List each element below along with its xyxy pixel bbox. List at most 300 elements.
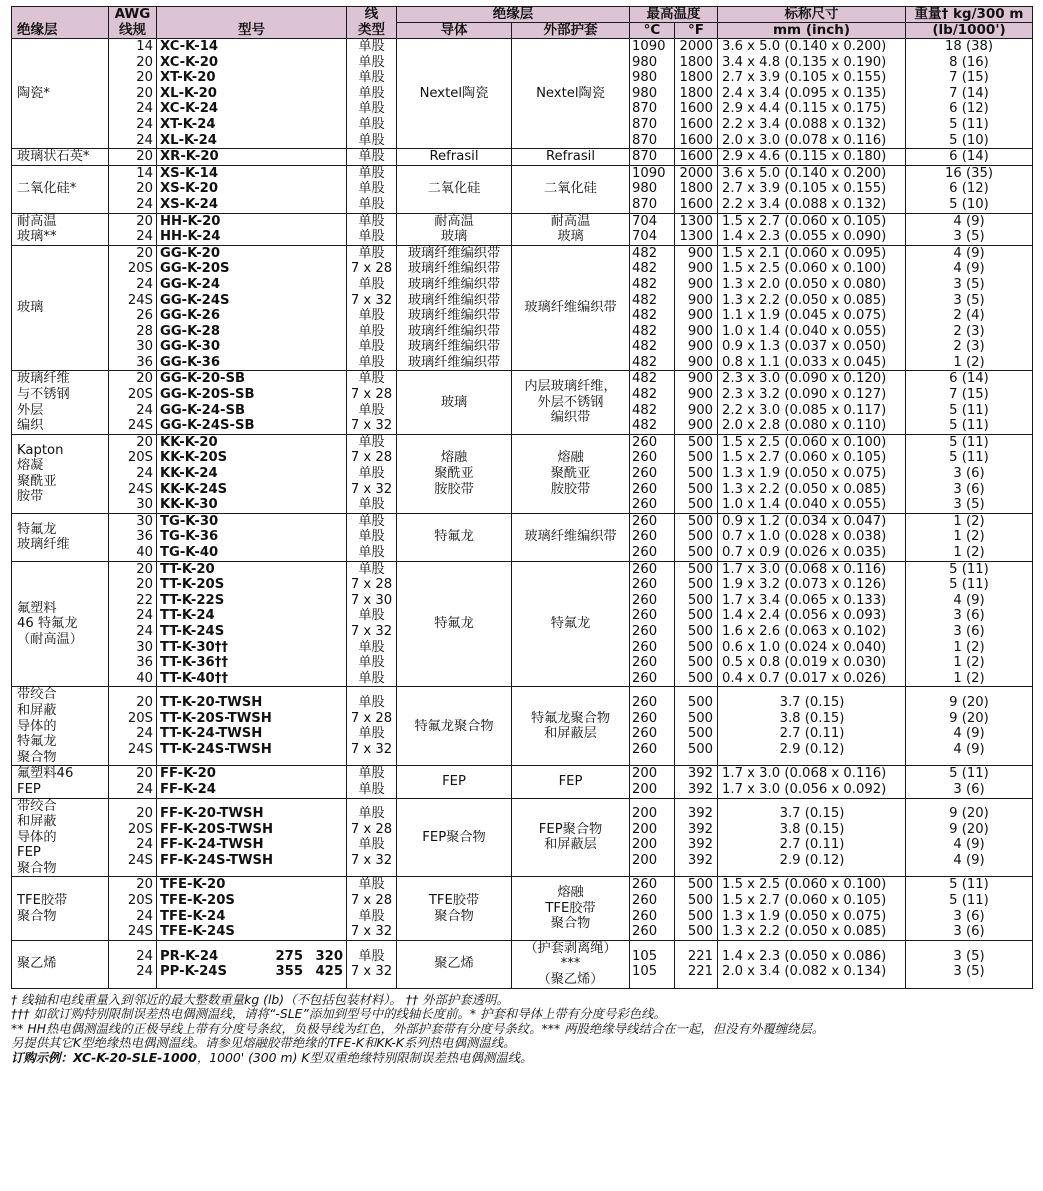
max-temp-f-cell-value: 500 — [687, 924, 713, 940]
conductor-cell: 熔融 聚酰亚 胺胶带 — [397, 434, 512, 513]
max-temp-f-cell — [675, 245, 718, 371]
model-number: GG-K-24S — [160, 292, 230, 308]
model-line — [160, 387, 343, 403]
weight-cell-value: 7 (15) — [949, 387, 989, 403]
weight-cell-value: 9 (20) — [949, 821, 989, 837]
max-temp-f-cell-value: 500 — [687, 592, 713, 608]
dimensions-cell-value: 0.8 x 1.1 (0.033 x 0.045) — [722, 354, 887, 370]
weight-cell-value: 5 (11) — [949, 418, 989, 434]
wire-type-cell-value: 单股 — [358, 908, 385, 924]
max-temp-c-cell-value: 1090 — [632, 39, 666, 54]
weight-cell-value: 3 (6) — [953, 924, 985, 940]
awg-cell-value: 40 — [136, 670, 153, 686]
model-line — [160, 261, 343, 277]
table-row — [12, 766, 1033, 798]
max-temp-f-cell-value: 900 — [687, 402, 713, 418]
max-temp-f-cell-value: 900 — [687, 354, 713, 370]
max-temp-f-cell-value: 900 — [687, 371, 713, 387]
model-line — [160, 608, 343, 624]
max-temp-f-cell-value: 500 — [687, 529, 713, 545]
col-celsius-header: °C — [630, 23, 675, 39]
max-temp-f-cell-value: 1300 — [679, 229, 713, 245]
max-temp-c-cell-value: 105 — [632, 948, 658, 964]
model-cell — [157, 149, 347, 166]
model-number: TG-K-40 — [160, 545, 219, 560]
model-line — [160, 466, 343, 482]
table-row — [12, 877, 1033, 940]
model-line — [160, 117, 343, 133]
weight-cell-value: 4 (9) — [953, 726, 985, 742]
max-temp-c-cell-value: 482 — [632, 323, 658, 339]
model-line — [160, 893, 343, 909]
max-temp-f-cell-value: 1800 — [679, 70, 713, 86]
awg-cell-value: 20 — [136, 806, 153, 822]
conductor-cell: 特氟龙 — [397, 513, 512, 561]
max-temp-f-cell — [675, 877, 718, 940]
weight-cell — [906, 165, 1033, 213]
wire-type-cell — [347, 798, 397, 877]
max-temp-c-cell-value: 260 — [632, 561, 658, 577]
model-line — [160, 497, 343, 513]
model-number: XS-K-24 — [160, 196, 219, 212]
dimensions-cell-value: 2.9 (0.12) — [779, 853, 845, 869]
wire-type-cell-value: 7 x 28 — [350, 577, 393, 593]
max-temp-c-cell-value: 260 — [632, 497, 658, 513]
awg-cell-value: 20 — [136, 245, 153, 261]
dimensions-cell-value: 1.7 x 3.0 (0.068 x 0.116) — [722, 561, 887, 577]
awg-cell-value: 24S — [127, 924, 153, 940]
jacket-cell: 特氟龙聚合物 和屏蔽层 — [512, 687, 630, 766]
model-line — [160, 324, 343, 340]
awg-cell-value: 30 — [136, 497, 153, 513]
jacket-cell: 内层玻璃纤维， 外层不锈钢 编织带 — [512, 371, 630, 434]
model-number: TT-K-36†† — [160, 655, 228, 671]
insulation-cell: 耐高温 玻璃** — [12, 213, 109, 245]
dimensions-cell-value: 2.3 x 3.2 (0.090 x 0.127) — [722, 387, 887, 403]
wire-type-cell-value: 单股 — [358, 513, 385, 529]
model-line — [160, 562, 343, 578]
weight-cell-value: 5 (11) — [949, 561, 989, 577]
weight-cell-value: 3 (5) — [953, 497, 985, 513]
col-model-header: 型号 — [157, 7, 347, 39]
dimensions-cell-value: 3.7 (0.15) — [779, 695, 845, 711]
wire-type-cell-value: 7 x 28 — [350, 710, 393, 726]
conductor-cell: 玻璃 — [397, 371, 512, 434]
model-number: KK-K-30 — [160, 497, 218, 513]
weight-cell-value: 5 (11) — [949, 450, 989, 466]
max-temp-f-cell-value: 500 — [687, 481, 713, 497]
model-number: TT-K-24S-TWSH — [160, 741, 272, 757]
model-line — [160, 924, 343, 940]
awg-cell — [109, 766, 157, 798]
wire-type-cell-value: 单股 — [358, 85, 385, 101]
max-temp-c-cell — [630, 165, 675, 213]
jacket-cell: Refrasil — [512, 149, 630, 166]
weight-cell-value: 5 (11) — [949, 893, 989, 909]
dimensions-cell-value: 1.3 x 1.9 (0.050 x 0.075) — [722, 466, 887, 482]
table-body — [12, 39, 1033, 989]
table-row — [12, 245, 1033, 371]
insulation-cell: 带绞合 和屏蔽 导体的 特氟龙 聚合物 — [12, 687, 109, 766]
awg-cell-value: 14 — [136, 165, 153, 181]
max-temp-f-cell-value: 500 — [687, 434, 713, 450]
wire-type-cell-value: 7 x 28 — [350, 893, 393, 909]
awg-cell — [109, 798, 157, 877]
weight-cell-value: 1 (2) — [953, 655, 985, 671]
awg-cell-value: 24 — [136, 101, 153, 117]
max-temp-c-cell-value: 260 — [632, 529, 658, 545]
awg-cell — [109, 245, 157, 371]
awg-cell-value: 20 — [136, 561, 153, 577]
wire-type-cell-value: 单股 — [358, 766, 385, 782]
awg-cell-value: 20S — [127, 821, 153, 837]
weight-cell-value: 2 (3) — [953, 323, 985, 339]
weight-cell — [906, 561, 1033, 687]
weight-cell-value: 5 (11) — [949, 577, 989, 593]
max-temp-f-cell-value: 500 — [687, 877, 713, 893]
max-temp-f-cell-value: 1600 — [679, 196, 713, 212]
dimensions-cell-value: 1.3 x 1.9 (0.050 x 0.075) — [722, 908, 887, 924]
dimensions-cell-value: 1.6 x 2.6 (0.063 x 0.102) — [722, 623, 887, 639]
wire-type-cell-value: 7 x 28 — [350, 261, 393, 277]
weight-cell-value: 3 (5) — [953, 948, 985, 964]
model-line — [160, 655, 343, 671]
awg-cell-value: 36 — [136, 529, 153, 545]
max-temp-c-cell-value: 260 — [632, 655, 658, 671]
model-line — [160, 418, 343, 434]
max-temp-c-cell-value: 260 — [632, 695, 658, 711]
conductor-cell: TFE胶带 聚合物 — [397, 877, 512, 940]
dimensions-cell-value: 1.0 x 1.4 (0.040 x 0.055) — [722, 323, 887, 339]
wire-type-cell — [347, 213, 397, 245]
awg-cell-value: 14 — [136, 39, 153, 54]
col-weight-header-bottom: (lb/1000') — [906, 23, 1033, 39]
model-number: FF-K-24 — [160, 781, 216, 797]
max-temp-f-cell-value: 900 — [687, 292, 713, 308]
model-line — [160, 403, 343, 419]
model-line — [160, 671, 343, 687]
model-line — [160, 101, 343, 117]
weight-cell-value: 1 (2) — [953, 545, 985, 560]
awg-cell — [109, 149, 157, 166]
wire-type-cell — [347, 513, 397, 561]
col-dims-header: 标称尺寸 — [718, 7, 906, 23]
awg-cell-value: 24S — [127, 741, 153, 757]
footnotes — [11, 993, 1032, 1066]
weight-cell-value: 6 (14) — [949, 371, 989, 387]
model-number: XR-K-20 — [160, 149, 219, 165]
max-temp-c-cell-value: 482 — [632, 339, 658, 355]
jacket-cell: Nextel陶瓷 — [512, 39, 630, 149]
max-temp-c-cell — [630, 766, 675, 798]
wire-type-cell-value: 单股 — [358, 434, 385, 450]
weight-cell-value: 5 (11) — [949, 877, 989, 893]
col-maxtemp-header: 最高温度 — [630, 7, 718, 23]
order-example-text: ，1000' (300 m) K型双重绝缘特别限制误差热电偶测温线。 — [196, 1050, 533, 1065]
dimensions-cell-value: 0.7 x 0.9 (0.026 x 0.035) — [722, 545, 887, 560]
jacket-cell: 玻璃纤维编织带 — [512, 513, 630, 561]
awg-cell-value: 24 — [136, 276, 153, 292]
col-type-header-bottom: 类型 — [347, 23, 397, 39]
wire-type-cell-value: 单股 — [358, 497, 385, 513]
max-temp-c-cell-value: 704 — [632, 213, 658, 229]
max-temp-c-cell — [630, 561, 675, 687]
max-temp-c-cell-value: 260 — [632, 670, 658, 686]
weight-cell-value: 6 (12) — [949, 181, 989, 197]
max-temp-f-cell-value: 1600 — [679, 101, 713, 117]
max-temp-c-cell-value: 482 — [632, 292, 658, 308]
wire-type-cell-value: 单股 — [358, 402, 385, 418]
max-temp-c-cell — [630, 245, 675, 371]
wire-type-cell-value: 单股 — [358, 695, 385, 711]
jacket-cell: 耐高温 玻璃 — [512, 213, 630, 245]
dimensions-cell-value: 1.7 x 3.4 (0.065 x 0.133) — [722, 592, 887, 608]
max-temp-c-cell-value: 482 — [632, 371, 658, 387]
max-temp-f-cell-value: 500 — [687, 623, 713, 639]
model-line — [160, 577, 343, 593]
wire-type-cell-value: 单股 — [358, 116, 385, 132]
max-temp-c-cell — [630, 213, 675, 245]
max-temp-c-cell-value: 260 — [632, 893, 658, 909]
weight-cell-value: 3 (5) — [953, 276, 985, 292]
weight-cell-value: 3 (6) — [953, 781, 985, 797]
dimensions-cell-value: 3.8 (0.15) — [779, 821, 845, 837]
col-fahrenheit-header: °F — [675, 23, 718, 39]
awg-cell-value: 20 — [136, 371, 153, 387]
col-conductor-header: 导体 — [397, 23, 512, 39]
max-temp-c-cell-value: 1090 — [632, 165, 666, 181]
wire-type-cell — [347, 434, 397, 513]
max-temp-c-cell-value: 200 — [632, 821, 658, 837]
awg-cell — [109, 39, 157, 149]
model-number: XL-K-20 — [160, 85, 217, 101]
dimensions-cell-value: 2.0 x 3.4 (0.082 x 0.134) — [722, 964, 887, 980]
model-number: FF-K-20S-TWSH — [160, 821, 274, 837]
weight-cell — [906, 434, 1033, 513]
col-insulation-header: 绝缘层 — [12, 7, 109, 39]
model-number: TFE-K-20S — [160, 893, 235, 909]
max-temp-c-cell-value: 260 — [632, 513, 658, 529]
max-temp-c-cell-value: 260 — [632, 741, 658, 757]
max-temp-f-cell-value: 221 — [687, 964, 713, 980]
model-line — [160, 149, 343, 165]
weight-cell-value: 4 (9) — [953, 261, 985, 277]
weight-cell-value: 3 (6) — [953, 466, 985, 482]
weight-cell-value: 5 (11) — [949, 402, 989, 418]
max-temp-c-cell-value: 260 — [632, 450, 658, 466]
awg-cell-value: 20S — [127, 893, 153, 909]
weight-cell — [906, 940, 1033, 988]
awg-cell — [109, 561, 157, 687]
dimensions-cell-value: 0.9 x 1.2 (0.034 x 0.047) — [722, 513, 887, 529]
model-line — [160, 214, 343, 230]
model-number: FF-K-20-TWSH — [160, 806, 264, 822]
insulation-cell: 二氧化硅* — [12, 165, 109, 213]
table-row — [12, 940, 1033, 988]
wire-type-cell — [347, 371, 397, 434]
dimensions-cell-value: 1.3 x 2.2 (0.050 x 0.085) — [722, 292, 887, 308]
jacket-cell: 熔融 TFE胶带 聚合物 — [512, 877, 630, 940]
model-number: TT-K-20S — [160, 577, 225, 593]
dimensions-cell-value: 1.4 x 2.4 (0.056 x 0.093) — [722, 608, 887, 624]
awg-cell — [109, 687, 157, 766]
max-temp-f-cell — [675, 766, 718, 798]
max-temp-f-cell-value: 1800 — [679, 85, 713, 101]
dimensions-cell — [718, 513, 906, 561]
model-line — [160, 277, 343, 293]
wire-type-cell-value: 单股 — [358, 229, 385, 245]
weight-cell-value: 5 (11) — [949, 766, 989, 782]
max-temp-f-cell-value: 1600 — [679, 132, 713, 148]
weight-cell-value: 7 (15) — [949, 70, 989, 86]
model-number: KK-K-20S — [160, 450, 228, 466]
dimensions-cell-value: 1.5 x 2.7 (0.060 x 0.105) — [722, 213, 887, 229]
awg-cell-value: 24 — [136, 229, 153, 245]
col-jacket-header: 外部护套 — [512, 23, 630, 39]
model-number: TT-K-24S — [160, 623, 225, 639]
max-temp-f-cell-value: 392 — [687, 821, 713, 837]
conductor-cell: FEP聚合物 — [397, 798, 512, 877]
conductor-cell: 二氧化硅 — [397, 165, 512, 213]
model-number: PP-K-24S — [160, 964, 227, 980]
max-temp-c-cell-value: 260 — [632, 623, 658, 639]
dimensions-cell-value: 1.5 x 2.5 (0.060 x 0.100) — [722, 434, 887, 450]
model-line — [160, 293, 343, 309]
awg-cell-value: 20S — [127, 387, 153, 403]
weight-cell-value: 16 (35) — [944, 165, 994, 181]
weight-cell-value: 4 (9) — [953, 741, 985, 757]
weight-cell-value: 3 (6) — [953, 608, 985, 624]
max-temp-f-cell-value: 500 — [687, 497, 713, 513]
max-temp-c-cell-value: 870 — [632, 149, 658, 165]
wire-type-cell-value: 7 x 30 — [350, 592, 393, 608]
model-line — [160, 711, 343, 727]
model-line — [160, 782, 343, 798]
awg-cell-value: 24 — [136, 781, 153, 797]
model-line — [160, 742, 343, 758]
awg-cell-value: 40 — [136, 545, 153, 560]
conductor-cell: 耐高温 玻璃 — [397, 213, 512, 245]
weight-cell-value: 5 (10) — [949, 196, 989, 212]
dimensions-cell — [718, 434, 906, 513]
max-temp-c-cell-value: 870 — [632, 101, 658, 117]
model-number: GG-K-30 — [160, 339, 221, 355]
conductor-cell: 特氟龙聚合物 — [397, 687, 512, 766]
dimensions-cell-value: 2.9 x 4.6 (0.115 x 0.180) — [722, 149, 887, 165]
max-temp-f-cell-value: 392 — [687, 853, 713, 869]
model-line — [160, 695, 343, 711]
wire-type-cell-value: 单股 — [358, 354, 385, 370]
wire-type-cell — [347, 687, 397, 766]
table-row — [12, 513, 1033, 561]
footnote-4: 另提供其它K型绝缘热电偶测温线。请参见熔融胶带绝缘的TFE-K和KK-K系列热电偶测温线。 — [11, 1035, 516, 1051]
max-temp-c-cell-value: 482 — [632, 418, 658, 434]
wire-type-cell-value: 单股 — [358, 339, 385, 355]
model-number: TFE-K-24S — [160, 924, 235, 940]
max-temp-c-cell-value: 260 — [632, 434, 658, 450]
awg-cell-value: 30 — [136, 513, 153, 529]
model-number: GG-K-24-SB — [160, 402, 246, 418]
model-line — [160, 39, 343, 55]
model-number: TG-K-36 — [160, 529, 219, 545]
dimensions-cell-value: 2.2 x 3.4 (0.088 x 0.132) — [722, 116, 887, 132]
weight-cell-value: 1 (2) — [953, 639, 985, 655]
awg-cell-value: 26 — [136, 308, 153, 324]
wire-type-cell-value: 单股 — [358, 655, 385, 671]
max-temp-c-cell — [630, 687, 675, 766]
dimensions-cell-value: 1.1 x 1.9 (0.045 x 0.075) — [722, 308, 887, 324]
weight-cell-value: 4 (9) — [953, 837, 985, 853]
weight-cell-value: 2 (3) — [953, 339, 985, 355]
awg-cell — [109, 371, 157, 434]
wire-type-cell-value: 单股 — [358, 781, 385, 797]
max-temp-c-cell — [630, 434, 675, 513]
dimensions-cell-value: 3.7 (0.15) — [779, 806, 845, 822]
max-temp-c-cell-value: 260 — [632, 877, 658, 893]
spec-sheet — [11, 6, 1032, 1066]
model-line — [160, 450, 343, 466]
model-cell — [157, 39, 347, 149]
model-line — [160, 435, 343, 451]
table-row — [12, 798, 1033, 877]
model-cell — [157, 940, 347, 988]
dimensions-cell-value: 2.2 x 3.0 (0.085 x 0.117) — [722, 402, 887, 418]
wire-type-cell-value: 单股 — [358, 466, 385, 482]
model-line — [160, 514, 343, 530]
awg-cell — [109, 213, 157, 245]
max-temp-f-cell — [675, 798, 718, 877]
awg-cell-value: 20S — [127, 261, 153, 277]
max-temp-c-cell — [630, 513, 675, 561]
max-temp-c-cell-value: 260 — [632, 481, 658, 497]
wire-type-cell-value: 7 x 28 — [350, 821, 393, 837]
wire-type-cell-value: 单股 — [358, 308, 385, 324]
model-number: GG-K-20 — [160, 245, 221, 261]
wire-type-cell-value: 7 x 32 — [350, 623, 393, 639]
model-cell — [157, 434, 347, 513]
max-temp-f-cell-value: 221 — [687, 948, 713, 964]
weight-cell-value: 6 (12) — [949, 101, 989, 117]
max-temp-f-cell — [675, 513, 718, 561]
max-temp-f-cell-value: 900 — [687, 323, 713, 339]
weight-cell-value: 5 (11) — [949, 116, 989, 132]
model-extra-numbers — [263, 949, 343, 965]
wire-type-cell — [347, 165, 397, 213]
jacket-cell: FEP聚合物 和屏蔽层 — [512, 798, 630, 877]
dimensions-cell-value: 2.7 (0.11) — [779, 837, 845, 853]
max-temp-c-cell-value: 482 — [632, 261, 658, 277]
awg-cell-value: 24 — [136, 964, 153, 980]
dimensions-cell-value: 3.8 (0.15) — [779, 710, 845, 726]
model-number: XC-K-24 — [160, 101, 219, 117]
weight-cell — [906, 39, 1033, 149]
wire-type-cell-value: 7 x 28 — [350, 450, 393, 466]
wire-type-cell-value: 单股 — [358, 670, 385, 686]
model-number: XS-K-20 — [160, 181, 219, 197]
order-example-label: 订购示例： — [11, 1050, 73, 1065]
wire-type-cell-value: 7 x 32 — [350, 924, 393, 940]
weight-cell-value: 4 (9) — [953, 245, 985, 261]
weight-cell — [906, 513, 1033, 561]
model-number: KK-K-20 — [160, 434, 218, 450]
insulation-cell: 带绞合 和屏蔽 导体的 FEP 聚合物 — [12, 798, 109, 877]
wire-type-cell-value: 7 x 32 — [350, 418, 393, 434]
weight-cell-value: 8 (16) — [949, 54, 989, 70]
max-temp-c-cell-value: 260 — [632, 592, 658, 608]
dimensions-cell-value: 2.0 x 3.0 (0.078 x 0.116) — [722, 132, 887, 148]
weight-cell-value: 4 (9) — [953, 592, 985, 608]
awg-cell-value: 24S — [127, 853, 153, 869]
